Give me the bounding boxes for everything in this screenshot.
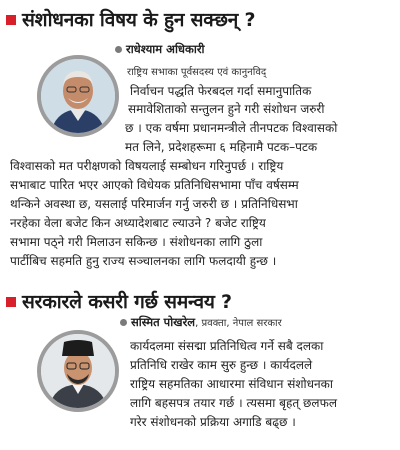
elderly-man-portrait-icon	[41, 59, 115, 133]
author1-role: राष्ट्रिय सभाका पूर्वसदस्य एवं कानुनविद्	[127, 67, 267, 78]
body-text-line: राष्ट्रिय सहमतिका आधारमा संविधान संशोधनका	[130, 377, 334, 391]
red-square-bullet-icon	[6, 297, 16, 307]
author2-role: , प्रवक्ता, नेपाल सरकार	[195, 318, 282, 329]
grey-dot-bullet-icon	[115, 46, 122, 53]
body-text-line: सभामा पठ्ने गरी मिलाउन सकिन्छ । संशोधनका लागि ठुला	[10, 235, 263, 249]
body-text-line: पार्टीबिच सहमति हुनु राज्य सञ्चालनका लागि फलदायी हुन्छ ।	[10, 254, 277, 268]
grey-dot-bullet-icon	[120, 319, 127, 326]
red-square-bullet-icon	[6, 15, 16, 25]
section1-heading	[6, 6, 255, 32]
section2-heading-text: सरकारले कसरी गर्छ समन्वय ?	[22, 291, 232, 313]
body-text-line: समावेशिताको सन्तुलन हुने गरी संशोधन जरुरी	[128, 102, 325, 116]
author1-portrait	[37, 55, 119, 137]
body-text-line: निर्वाचन पद्धति फेरबदल गर्दा समानुपातिक	[130, 84, 312, 98]
body-text-line: मत लिने, प्रदेशहरूमा ६ महिनामै पटक–पटक	[125, 140, 318, 154]
section1-heading-text: संशोधनका विषय के हुन सक्छन् ?	[22, 9, 256, 31]
author1-byline	[115, 42, 205, 57]
body-text-line: विश्वासको मत परीक्षणको विषयलाई सम्बोधन गरिनुपर्छ । राष्ट्रिय	[10, 159, 284, 173]
body-text-line: छ । एक वर्षमा प्रधानमन्त्रीले तीनपटक विश्वासको	[125, 121, 338, 135]
body-text-line: सभाबाट पारित भएर आएको विधेयक प्रतिनिधिसभामा पाँच वर्षसम्म	[10, 178, 299, 192]
body-text-line: प्रतिनिधि राखेर काम सुरु हुन्छ । कार्यदलले	[130, 358, 313, 372]
author2-byline	[120, 315, 282, 330]
author2-name: सस्मित पोखरेल	[131, 315, 196, 329]
author1-name: राधेश्याम अधिकारी	[126, 42, 205, 56]
young-man-with-cap-portrait-icon	[41, 334, 115, 408]
body-text-line: थन्किने अवस्था छ, यसलाई परिमार्जन गर्नु जरुरी छ । प्रतिनिधिसभा	[10, 197, 298, 211]
body-text-line: कार्यदलमा संसद्मा प्रतिनिधित्व गर्ने सबै दलका	[130, 339, 324, 353]
body-text-line: नरहेका वेला बजेट किन अध्यादेशबाट ल्याउने ? बजेट राष्ट्रिय	[10, 216, 266, 230]
body-text-line: लागि बहसपत्र तयार गर्छ । त्यसमा बृहत् छलफल	[130, 396, 337, 410]
author2-portrait	[37, 330, 119, 412]
section2-heading	[6, 288, 232, 314]
body-text-line: गरेर संशोधनको प्रक्रिया अगाडि बढ्छ ।	[130, 415, 296, 429]
